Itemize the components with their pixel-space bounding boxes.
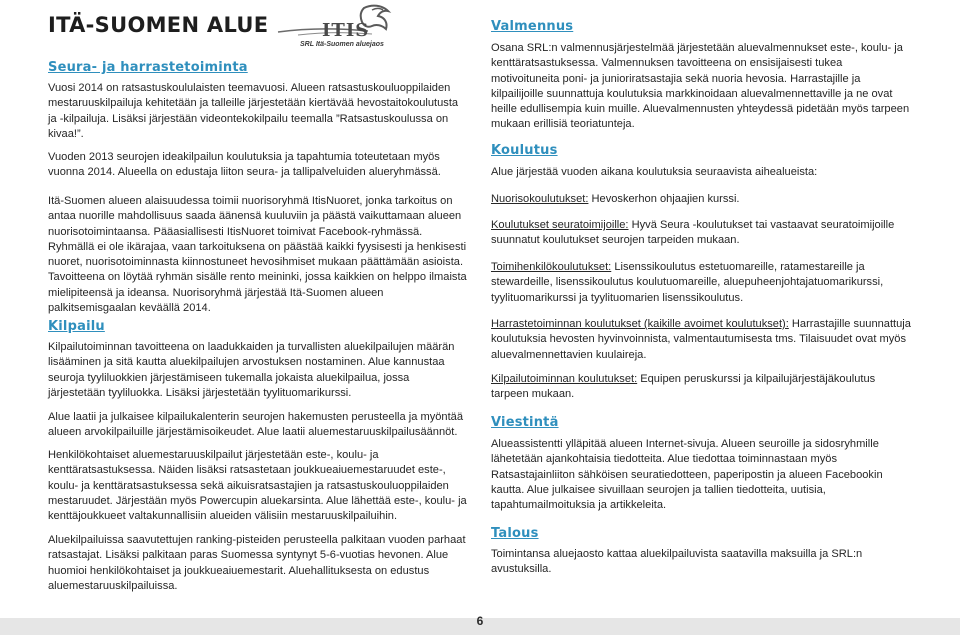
paragraph-koulutus-intro: Alue järjestää vuoden aikana koulutuksia seuraavista aihealueista: xyxy=(491,166,818,178)
logo-brand: ITIS xyxy=(322,20,370,41)
koulutus-item-nuoriso xyxy=(491,192,911,207)
koulutus-item-label: Harrastetoiminnan koulutukset (kaikille avoimet koulutukset): xyxy=(491,318,789,330)
heading-talous: Talous xyxy=(491,526,539,541)
koulutus-item-label: Koulutukset seuratoimijoille: xyxy=(491,219,629,231)
paragraph-aluemestaruus: Henkilökohtaiset aluemestaruuskilpailut järjestetään este-, koulu- ja kenttäratsastuksessa. Näiden lisäksi ratsastetaan joukkueaiuemestaruudet este-, koulu- ja kenttäratsastuksessa sekä aikuisratsastajien ja ratsastuskouluoppilaiden mestaruudet. Järjestään myös Powercupin aluekarsinta. Alue lähettää este-, koulu- ja kenttäjoukkueet valtakunnallisiin alueiden välisiin mestaruuskilpailuihin. xyxy=(48,449,467,523)
koulutus-item-kilpailutoiminta xyxy=(491,372,911,403)
koulutus-item-text: Harrastajille suunnattuja koulutuksia hevosten hyvinvoinnista, valmentautumisesta tms. Tilaisuudet ovat myös aluevalmennettavien kuulaireja. xyxy=(491,318,911,361)
koulutus-item-text: Hevoskerhon ohjaajien kurssi. xyxy=(588,193,740,205)
heading-valmennus: Valmennus xyxy=(491,19,574,34)
paragraph-ranking: Aluekilpailuissa saavutettujen ranking-pisteiden perusteella palkitaan vuoden parhaat ratsastajat. Lisäksi palkitaan paras Suomessa syntynyt 5-6-vuotias hevonen. Alue huomioi henkilökohtaiset ja joukkueaiuemestarit. Aluehallituksesta on edustus aluemestaruuskilpailuissa. xyxy=(48,534,466,592)
paragraph-teemavuosi: Vuosi 2014 on ratsastuskoululaisten teemavuosi. Alueen ratsastuskouluoppilaiden mestaruuskilpailuja kehitetään ja talleille järjestetään kiertävää hevostaitokoulutusta ja -kilpailuja. Lisäksi järjestään videontekokilpailu teemalla ”Ratsastuskoulussa on kivaa!”. xyxy=(48,82,459,140)
heading-koulutus: Koulutus xyxy=(491,143,558,158)
page-number: 6 xyxy=(476,614,484,628)
paragraph-kilpailukalenteri: Alue laatii ja julkaisee kilpailukalenterin seurojen hakemusten perusteella ja myöntää alueen arvokilpailuille järjestämisoikeudet. Alue laatii aluemestaruuskilpailusäännöt. xyxy=(48,411,464,439)
paragraph-kilpailutoiminta: Kilpailutoiminnan tavoitteena on laadukkaiden ja turvallisten aluekilpailujen määrän lisääminen ja sitä kautta aluekilpailujen arvostuksen nostaminen. Alue kannustaa seuroja tyyliluokkien järjestämiseen tukemalla jokaista aluekilpailua, jossa järjestetään tyyliluokka. Lisäksi järjestetään tyylituomarikurssi. xyxy=(48,341,455,399)
koulutus-item-label: Nuorisokoulutukset: xyxy=(491,193,589,205)
heading-seura-harraste: Seura- ja harrastetoiminta xyxy=(48,60,248,75)
logo-subtitle: SRL Itä-Suomen aluejaos xyxy=(300,41,384,48)
koulutus-item-text: Lisenssikoulutus estetuomareille, ratamestareille ja stewardeille, lisenssikoulutus koulutuomareille, aluepuheenjohtajatuomarikurssi, tyylituomarikurssi ja tyylituomarien lisenssikoulutus. xyxy=(491,261,884,304)
paragraph-talous: Toimintansa aluejaosto kattaa aluekilpailuvista saatavilla maksuilla ja SRL:n avustuksilla. xyxy=(491,548,863,576)
paragraph-itisnuoret: Itä-Suomen alueen alaisuudessa toimii nuorisoryhmä ItisNuoret, jonka tarkoitus on antaa nuorille mahdollisuus saada äänensä kuuluviin ja päästä vaikuttamaan alueen nuorisotoimintaansa. Pääasiallisesti ItisNuoret toimivat Facebook-ryhmässä. Ryhmällä ei ole ikärajaa, vaan tarkoituksena on päästää kaikki fyysisesti ja henkisesti nuoret, nuorisotoiminnasta kiinnostuneet hevosihmiset mukaan päättämään asioista. Tavoitteena on löytää ryhmän sisälle rento meininki, jossa kaikkien on helppo ilmaista mielipiteensä ja ideansa. Nuorisoryhmä järjestää Itä-Suomen alueen palkitsemisgaalan keväällä 2014. xyxy=(48,195,467,315)
koulutus-item-seuratoimijat xyxy=(491,218,911,249)
paragraph-ideakilpailu: Vuoden 2013 seurojen ideakilpailun koulutuksia ja tapahtumia toteutetaan myös vuonna 2014. Alueella on edustaja liiton seura- ja tallipalveluiden alueryhmässä. xyxy=(48,151,441,179)
koulutus-item-harrastetoiminta xyxy=(491,317,911,363)
page-title: ITÄ-SUOMEN ALUE xyxy=(48,13,269,37)
paragraph-viestinta: Alueassistentti ylläpitää alueen Internet-sivuja. Alueen seuroille ja sidosryhmille lähetetään ajankohtaisia tiedotteita. Alue tiedottaa toiminnastaan myös Ratsastajainliiton sähköisen seuratiedotteen, paperipostin ja alueen Facebookin kautta. Alue julkaisee sivuillaan seurojen ja tallien tiedotteita, uutisia, tapahtumailmoituksia ja artikkeleita. xyxy=(491,438,883,512)
paragraph-valmennus: Osana SRL:n valmennusjärjestelmää järjestetään aluevalmennukset este-, koulu- ja kenttäratsastuksessa. Valmennuksen tavoitteena on ensisijaisesti tukea motivoituneita poni- ja junioriratsastajia sekä nuoria hevosia. Harrastajille ja kilpailijoille suunnattuja koulutuksia markkinoidaan aluevalmennettaville ja ne ovat heille edullisempia kuin muille. Aluevalmennusten yhteydessä pidetään myös tarpeen mukaan erillisiä teoriatunteja. xyxy=(491,42,910,131)
heading-viestinta: Viestintä xyxy=(491,415,559,430)
koulutus-item-label: Kilpailutoiminnan koulutukset: xyxy=(491,373,638,385)
heading-kilpailu: Kilpailu xyxy=(48,319,105,334)
koulutus-item-label: Toimihenkilökoulutukset: xyxy=(491,261,612,273)
koulutus-item-toimihenkilot xyxy=(491,260,911,306)
koulutus-item-text: Equipen peruskurssi ja kilpailujärjestäjäkoulutus tarpeen mukaan. xyxy=(491,373,876,401)
koulutus-item-text: Hyvä Seura -koulutukset tai vastaavat seuratoimijoille suunnatut koulutukset seurojen tarpeiden mukaan. xyxy=(491,219,895,247)
